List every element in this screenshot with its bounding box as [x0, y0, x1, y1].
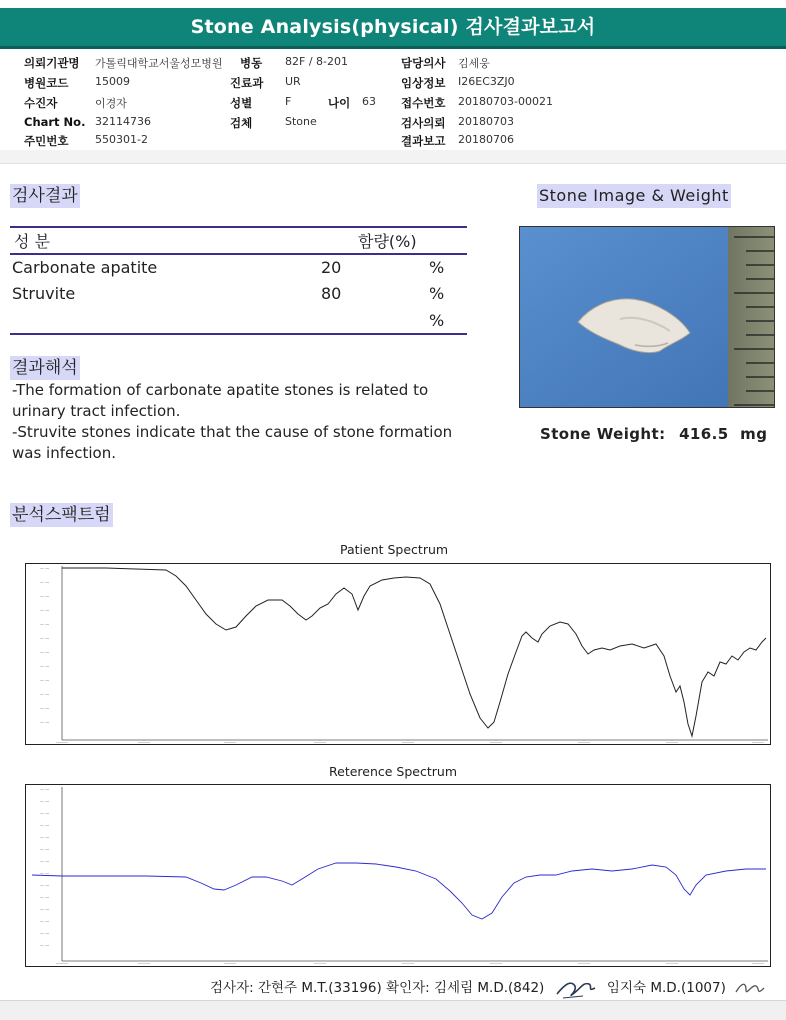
- svg-text:———: ———: [578, 740, 590, 744]
- interpretation-line-2: -Struvite stones indicate that the cause of stone formation was infection.: [12, 423, 453, 462]
- spectrum-heading: 분석스팩트럼: [12, 505, 111, 525]
- interpretation-line-1: -The formation of carbonate apatite stones is related to urinary tract infection.: [12, 381, 429, 420]
- examiner-text: 검사자: 간현주 M.T.(33196) 확인자: 김세림 M.D.(842): [210, 980, 545, 996]
- svg-text:———: ———: [402, 740, 414, 744]
- resident-label: 주민번호: [24, 134, 69, 148]
- info-row-3: [24, 95, 764, 113]
- svg-text:— —: — —: [40, 664, 50, 669]
- department-value: UR: [285, 75, 301, 88]
- reference-spectrum-line: [32, 863, 766, 919]
- svg-text:— —: — —: [40, 823, 50, 828]
- clinical-info-label: 임상정보: [401, 76, 446, 90]
- svg-text:———: ———: [314, 961, 326, 966]
- specimen-value: Stone: [285, 115, 317, 128]
- results-header-rule: [10, 253, 467, 255]
- age-label: 나이: [328, 96, 351, 110]
- stone-weight-unit: mg: [740, 425, 768, 443]
- receipt-value: 20180703-00021: [458, 95, 553, 108]
- stone-weight-value: 416.5: [679, 425, 729, 443]
- svg-text:— —: — —: [40, 859, 50, 864]
- svg-text:———: ———: [138, 740, 150, 744]
- svg-text:— —: — —: [40, 835, 50, 840]
- doctor-value: 김세웅: [458, 57, 490, 70]
- svg-text:———: ———: [224, 740, 236, 744]
- signature-line: [210, 974, 768, 1002]
- info-divider: [0, 150, 786, 164]
- report-label: 결과보고: [401, 134, 446, 148]
- confirmer-text: 임지숙 M.D.(1007): [606, 980, 726, 996]
- svg-text:———: ———: [490, 961, 502, 966]
- svg-text:———: ———: [666, 961, 678, 966]
- reference-spectrum-plot: [26, 785, 770, 966]
- ward-value: 82F / 8-201: [285, 55, 348, 68]
- svg-text:— —: — —: [40, 650, 50, 655]
- department-label: 진료과: [230, 76, 264, 90]
- svg-text:— —: — —: [40, 720, 50, 725]
- result-row-1-name: Carbonate apatite: [12, 258, 158, 277]
- result-row-1-value: 20: [321, 258, 342, 277]
- svg-text:— —: — —: [40, 919, 50, 924]
- signature-image: [553, 974, 599, 1002]
- hospital-code-label: 병원코드: [24, 76, 69, 90]
- stone-photo: [519, 226, 775, 408]
- svg-text:———: ———: [752, 740, 764, 744]
- hospital-code-value: 15009: [95, 75, 130, 88]
- age-value: 63: [362, 95, 376, 108]
- svg-text:— —: — —: [40, 787, 50, 792]
- svg-text:— —: — —: [40, 622, 50, 627]
- result-row-1-unit: %: [429, 258, 445, 277]
- interpretation-heading: 결과해석: [12, 358, 78, 378]
- institution-value: 가톨릭대학교서울성모병원: [95, 57, 223, 70]
- svg-text:— —: — —: [40, 636, 50, 641]
- institution-label: 의뢰기관명: [24, 56, 80, 70]
- svg-text:———: ———: [56, 740, 68, 744]
- stone-weight: [540, 425, 767, 443]
- patient-label: 수진자: [24, 96, 58, 110]
- ward-label: 병동: [240, 56, 263, 70]
- sex-label: 성별: [230, 96, 253, 110]
- patient-value: 이경자: [95, 97, 127, 110]
- results-top-rule: [10, 226, 467, 228]
- report-title: Stone Analysis(physical) 검사결과보고서: [0, 8, 786, 46]
- patient-spectrum-plot: [26, 564, 770, 744]
- svg-text:— —: — —: [40, 907, 50, 912]
- svg-text:— —: — —: [40, 811, 50, 816]
- svg-text:———: ———: [578, 961, 590, 966]
- svg-text:— —: — —: [40, 678, 50, 683]
- chart-label: Chart No.: [24, 115, 86, 129]
- results-bottom-rule: [10, 333, 467, 335]
- chart-value: 32114736: [95, 115, 151, 128]
- svg-text:———: ———: [138, 961, 150, 966]
- info-row-2: [24, 75, 764, 93]
- patient-spectrum-panel: [25, 563, 771, 745]
- svg-text:———: ———: [314, 740, 326, 744]
- svg-text:— —: — —: [40, 895, 50, 900]
- svg-text:———: ———: [402, 961, 414, 966]
- result-row-2-unit: %: [429, 284, 445, 303]
- clinical-info-value: I26EC3ZJ0: [458, 75, 515, 88]
- stone-photo-image: [520, 227, 775, 408]
- resident-value: 550301-2: [95, 133, 148, 146]
- specimen-label: 검체: [230, 116, 253, 130]
- svg-text:— —: — —: [40, 931, 50, 936]
- result-row-2-value: 80: [321, 284, 342, 303]
- receipt-label: 접수번호: [401, 96, 446, 110]
- results-heading: 검사결과: [12, 186, 78, 206]
- svg-text:———: ———: [490, 740, 502, 744]
- info-row-1: [24, 55, 764, 73]
- svg-text:— —: — —: [40, 706, 50, 711]
- reference-spectrum-title: Reterence Spectrum: [329, 764, 457, 779]
- results-col-component: 성 분: [14, 232, 50, 251]
- svg-text:———: ———: [224, 961, 236, 966]
- svg-text:———: ———: [666, 740, 678, 744]
- svg-text:— —: — —: [40, 692, 50, 697]
- info-row-4: [24, 115, 764, 133]
- svg-text:— —: — —: [40, 847, 50, 852]
- svg-text:— —: — —: [40, 580, 50, 585]
- sex-value: F: [285, 95, 292, 108]
- result-row-2-name: Struvite: [12, 284, 76, 303]
- reference-spectrum-panel: [25, 784, 771, 967]
- svg-text:— —: — —: [40, 799, 50, 804]
- svg-text:— —: — —: [40, 943, 50, 948]
- title-underline: [0, 46, 786, 49]
- svg-text:— —: — —: [40, 566, 50, 571]
- result-row-3-unit: %: [429, 311, 445, 330]
- signature-image-2: [734, 976, 768, 1000]
- svg-text:— —: — —: [40, 594, 50, 599]
- svg-text:— —: — —: [40, 871, 50, 876]
- patient-spectrum-line: [62, 568, 766, 736]
- request-value: 20180703: [458, 115, 514, 128]
- bottom-band: [0, 1000, 786, 1020]
- results-col-content: 함량(%): [358, 232, 417, 251]
- stone-weight-label: Stone Weight:: [540, 425, 666, 443]
- svg-text:— —: — —: [40, 608, 50, 613]
- svg-text:———: ———: [56, 961, 68, 966]
- doctor-label: 담당의사: [401, 56, 446, 70]
- svg-text:———: ———: [752, 961, 764, 966]
- patient-spectrum-title: Patient Spectrum: [340, 542, 449, 557]
- info-row-5: [24, 133, 764, 151]
- svg-text:— —: — —: [40, 883, 50, 888]
- report-value: 20180706: [458, 133, 514, 146]
- stone-heading: Stone Image & Weight: [537, 184, 731, 208]
- request-label: 검사의뢰: [401, 116, 446, 130]
